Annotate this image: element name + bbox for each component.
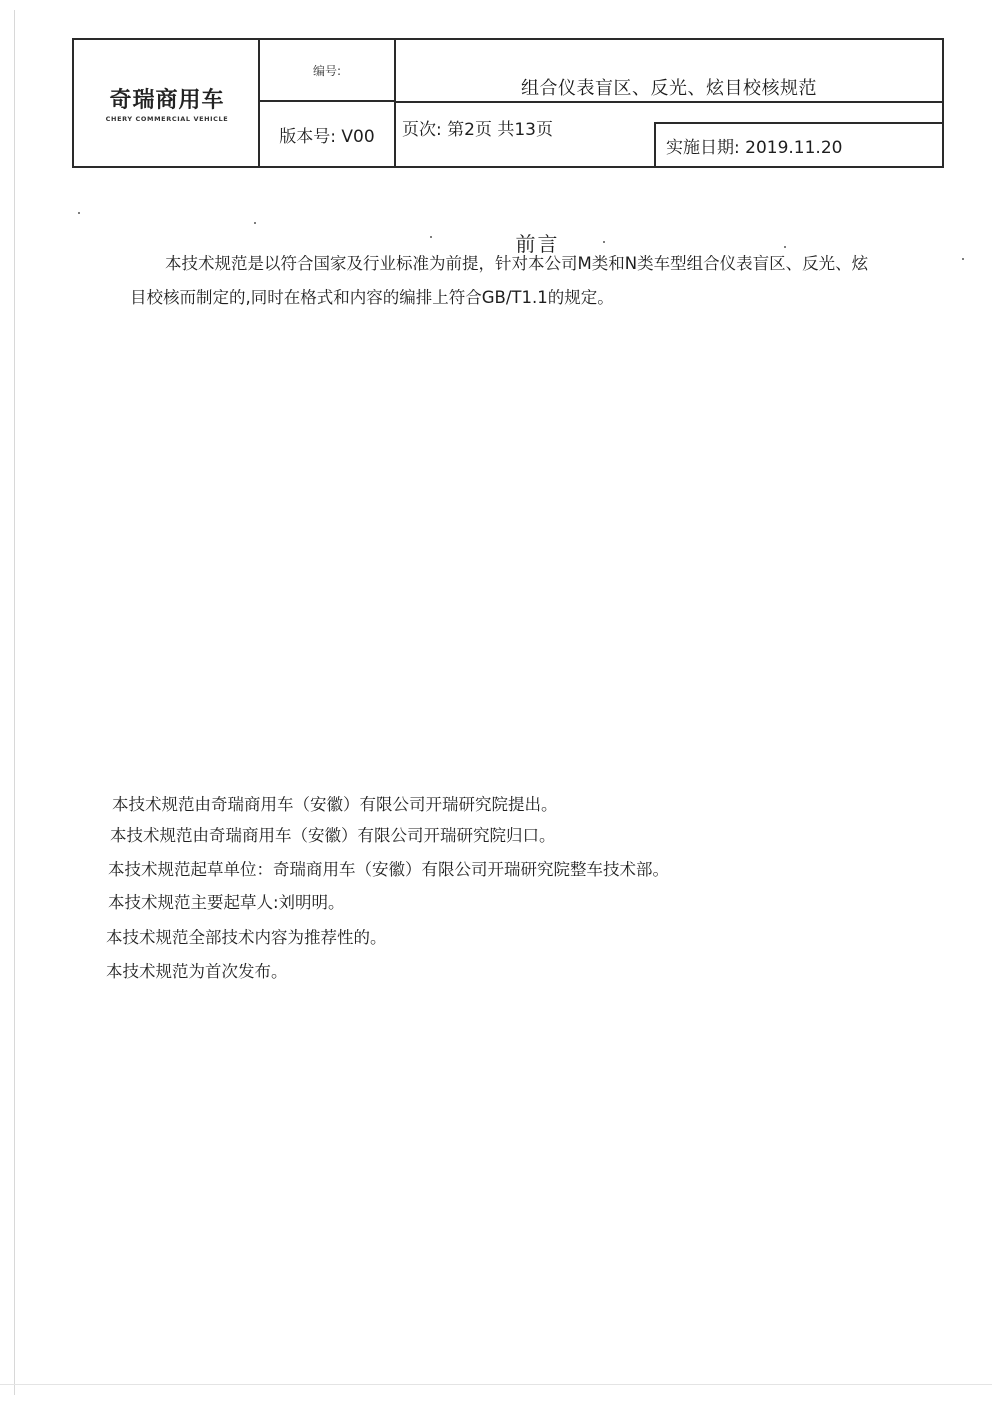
scan-speck: [603, 241, 605, 243]
scan-speck: [254, 222, 256, 224]
version-text: 版本号: V00: [279, 126, 375, 147]
scan-edge-bottom: [0, 1384, 992, 1385]
doc-title-cell: [396, 40, 942, 101]
statement-line: 本技术规范全部技术内容为推荐性的。: [106, 928, 387, 947]
foreword-intro-line-2: 目校核而制定的,同时在格式和内容的编排上符合GB/T1.1的规定。: [130, 288, 614, 307]
foreword-heading: 前言: [515, 232, 560, 256]
company-logo-cn: 奇瑞商用车: [109, 88, 225, 113]
statement-line: 本技术规范由奇瑞商用车（安徽）有限公司开瑞研究院归口。: [110, 826, 556, 845]
statement-line: 本技术规范起草单位：奇瑞商用车（安徽）有限公司开瑞研究院整车技术部。: [108, 860, 669, 879]
company-logo-en: CHERY COMMERCIAL VEHICLE: [105, 115, 229, 123]
page-info-cell: [396, 103, 654, 151]
number-cell: [260, 40, 394, 100]
effective-date-cell: [656, 124, 942, 166]
scan-speck: [784, 246, 786, 248]
scan-speck: [962, 258, 964, 260]
scan-edge-left: [14, 10, 15, 1395]
version-cell: [260, 102, 394, 166]
statement-line: 本技术规范由奇瑞商用车（安徽）有限公司开瑞研究院提出。: [112, 795, 558, 814]
statement-line: 本技术规范主要起草人:刘明明。: [108, 893, 345, 912]
document-header-table: [72, 38, 944, 168]
scan-speck: [430, 236, 432, 238]
statement-line: 本技术规范为首次发布。: [106, 962, 288, 981]
number-label: 编号:: [312, 63, 342, 78]
doc-title: 组合仪表盲区、反光、炫目校核规范: [521, 77, 817, 99]
effective-date-text: 实施日期: 2019.11.20: [666, 137, 843, 158]
foreword-intro-line-1: 本技术规范是以符合国家及行业标准为前提，针对本公司M类和N类车型组合仪表盲区、反光、炫: [165, 254, 869, 273]
scan-speck: [78, 212, 80, 214]
company-logo: [74, 40, 260, 166]
page-info-text: 页次: 第2页 共13页: [402, 119, 553, 140]
